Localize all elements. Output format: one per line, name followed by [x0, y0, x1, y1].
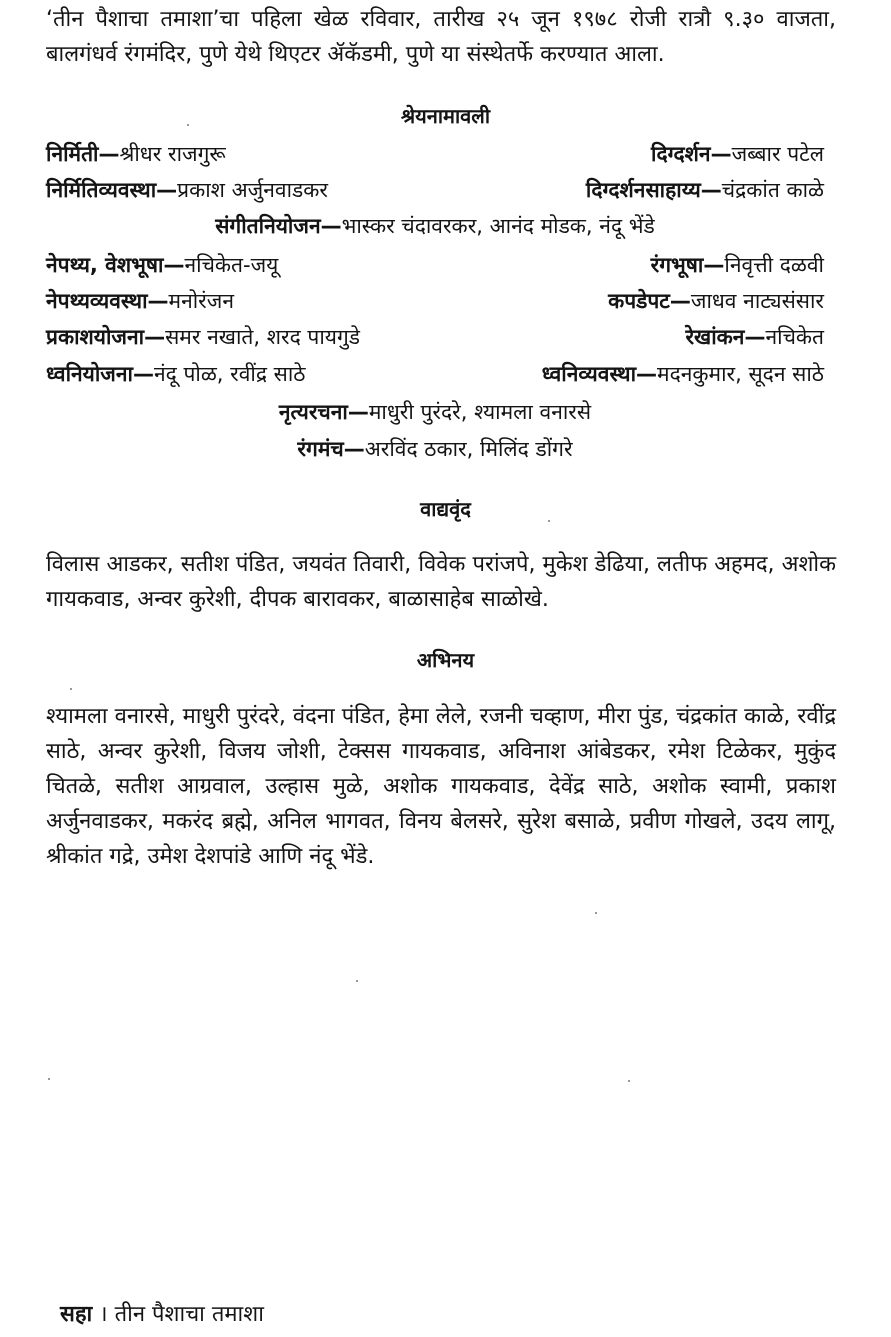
page-footer [60, 1300, 264, 1330]
credit-right: दिग्दर्शनसाहाय्य—चंद्रकांत काळे [585, 178, 824, 202]
credit-row [46, 248, 824, 282]
credit-right: रेखांकन—नचिकेत [685, 325, 824, 349]
credit-row [46, 209, 824, 243]
scan-speck [628, 1080, 630, 1082]
scan-speck [70, 688, 72, 690]
credit-row [46, 320, 824, 354]
footer-book-title: तीन पैशाचा तमाशा [114, 1302, 264, 1327]
orchestra-paragraph: विलास आडकर, सतीश पंडित, जयवंत तिवारी, विवेक परांजपे, मुकेश डेढिया, लतीफ अहमद, अशोक गायकवाड, अन्वर कुरेशी, दीपक बारावकर, बाळासाहेब साळोखे. [46, 552, 836, 612]
credit-row [46, 173, 824, 207]
credit-right: दिग्दर्शन—जब्बार पटेल [651, 142, 824, 166]
footer-separator: । [99, 1302, 108, 1327]
credit-row [46, 357, 824, 391]
footer-page-number: सहा [60, 1302, 93, 1327]
credit-center: संगीतनियोजन—भास्कर चंदावरकर, आनंद मोडक, नंदू भेंडे [215, 214, 655, 238]
cast-paragraph: श्यामला वनारसे, माधुरी पुरंदरे, वंदना पंडित, हेमा लेले, रजनी चव्हाण, मीरा पुंड, चंद्रकांत काळे, रवींद्र साठे, अन्वर कुरेशी, विजय जोशी, टेक्सस गायकवाड, अविनाश आंबेडकर, रमेश टिळेकर, मुकुंद चितळे, सतीश आग्रवाल, उल्हास मुळे, अशोक गायकवाड, देवेंद्र साठे, अशोक स्वामी, प्रकाश अर्जुनवाडकर, मकरंद ब्रह्मे, अनिल भागवत, विनय बेलसरे, सुरेश बसाळे, प्रवीण गोखले, उदय लागू, श्रीकांत गद्रे, उमेश देशपांडे आणि नंदू भेंडे. [46, 704, 836, 869]
credit-right: कपडेपट—जाधव नाट्यसंसार [608, 289, 824, 313]
credit-left: निर्मितिव्यवस्था—प्रकाश अर्जुनवाडकर [46, 178, 328, 202]
scan-speck [48, 1078, 50, 1080]
scan-speck [187, 124, 189, 126]
credit-row [46, 137, 824, 171]
orchestra-heading: वाद्यवृंद [420, 497, 471, 521]
credit-center: नृत्यरचना—माधुरी पुरंदरे, श्यामला वनारसे [278, 400, 592, 424]
intro-paragraph: ‘तीन पैशाचा तमाशा’चा पहिला खेळ रविवार, तारीख २५ जून १९७८ रोजी रात्रौ ९.३० वाजता, बालगंधर्व रंगमंदिर, पुणे येथे थिएटर ॲकॅडमी, पुणे या संस्थेतर्फे करण्यात आला. [46, 7, 836, 67]
credit-row [46, 284, 824, 318]
cast-heading: अभिनय [416, 648, 475, 672]
credit-row [46, 432, 824, 466]
scan-speck [356, 980, 358, 982]
credit-left: नेपथ्य, वेशभूषा—नचिकेत-जयू [46, 253, 279, 277]
credit-right: ध्वनिव्यवस्था—मदनकुमार, सूदन साठे [541, 362, 824, 386]
credits-heading: श्रेयनामावली [400, 104, 491, 128]
credit-center: रंगमंच—अरविंद ठकार, मिलिंद डोंगरे [297, 437, 573, 461]
credit-left: नेपथ्यव्यवस्था—मनोरंजन [46, 289, 234, 313]
credit-left: प्रकाशयोजना—समर नखाते, शरद पायगुडे [46, 325, 361, 349]
scan-speck [595, 912, 597, 914]
credit-right: रंगभूषा—निवृत्ती दळवी [650, 253, 824, 277]
credit-row [46, 395, 824, 429]
scan-speck [548, 520, 550, 522]
credit-left: ध्वनियोजना—नंदू पोळ, रवींद्र साठे [46, 362, 306, 386]
credit-left: निर्मिती—श्रीधर राजगुरू [46, 142, 226, 166]
